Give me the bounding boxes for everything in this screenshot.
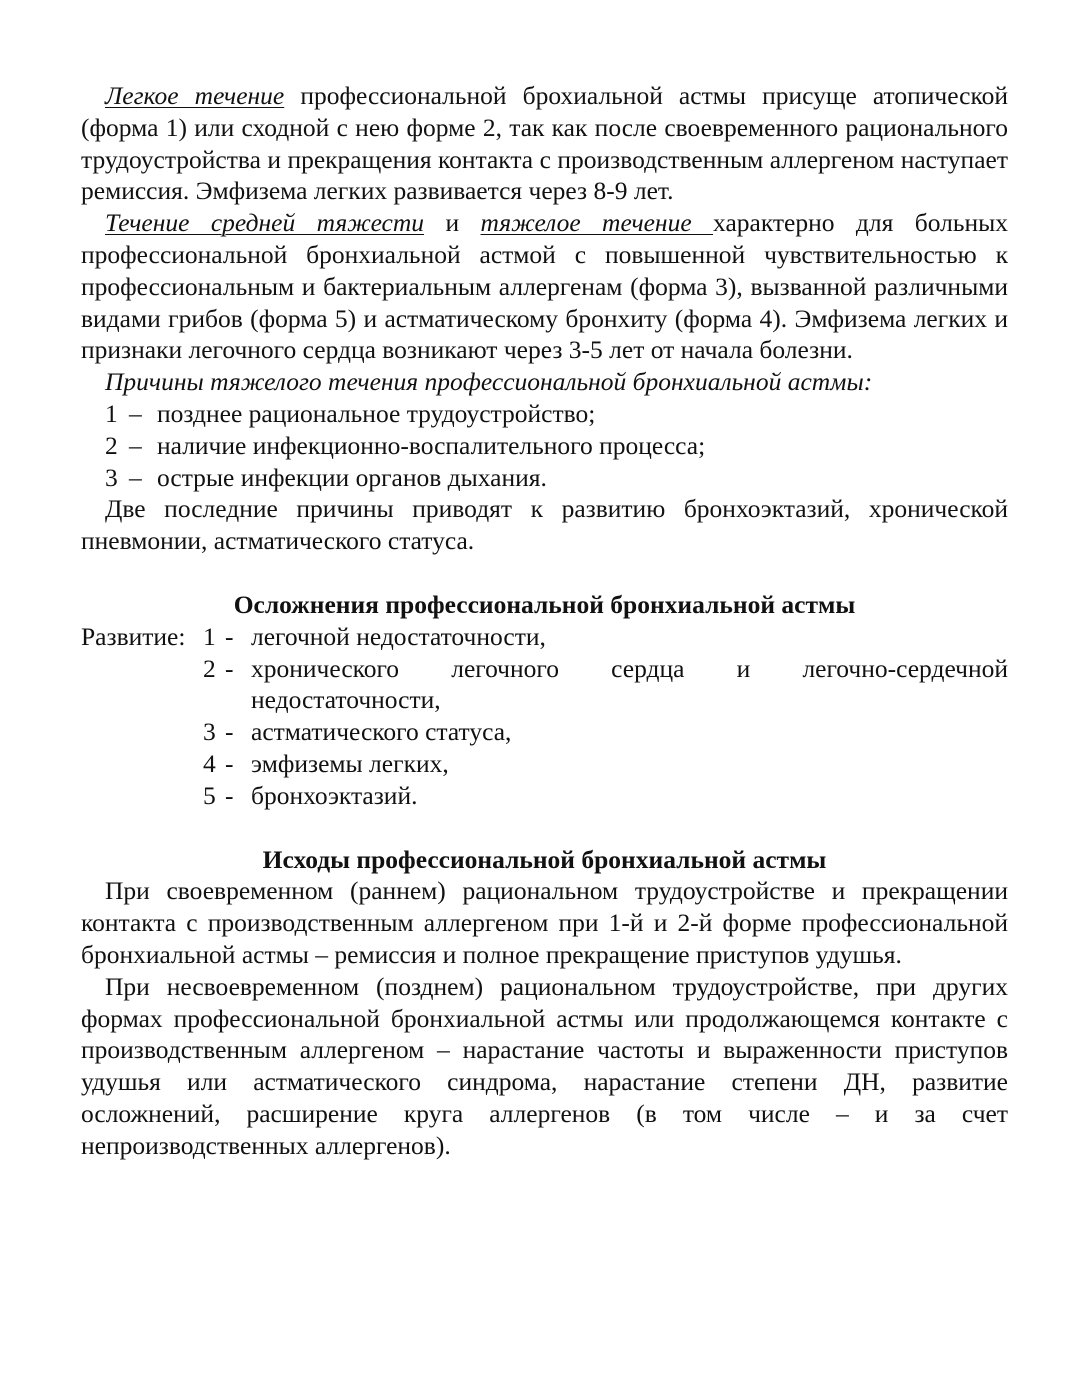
list-item [81, 462, 1008, 494]
document-page [81, 80, 1008, 1162]
list-dash: – [129, 462, 142, 492]
list-number: 3 [203, 717, 216, 747]
causes-conclusion: Две последние причины приводят к развитию бронхоэктазий, хронической пневмонии, астматического статуса. [81, 494, 1008, 556]
list-text: астматического статуса, [251, 717, 512, 747]
list-number: 2 [203, 653, 216, 683]
paragraph-severe-course [81, 207, 1008, 366]
list-dash: - [225, 653, 234, 683]
list-number: 1 [203, 621, 216, 651]
list-number: 1 [105, 398, 118, 428]
complications-label: Развитие: [81, 621, 186, 651]
complications-list [81, 621, 1008, 812]
list-item [203, 621, 1008, 653]
list-item [203, 716, 1008, 748]
term-severe-course: тяжелое течение [480, 208, 714, 238]
list-item [81, 430, 1008, 462]
complications-heading: Осложнения профессиональной бронхиальной астмы [233, 589, 856, 619]
list-text: эмфиземы легких, [251, 748, 449, 778]
causes-list [81, 398, 1008, 493]
list-text: хронического легочного сердца и легочно-сердечной недостаточности, [251, 653, 1008, 715]
list-text: легочной недостаточности, [251, 621, 546, 651]
list-dash: - [225, 621, 234, 651]
paragraph-text: характерно для больных профессиональной бронхиальной астмой с повышенной чувствительностью к профессиональным и бактериальным аллергенам (форма 3), вызванной различными видами грибов (форма 5) и астматическому бронхиту (форма 4). Эмфизема легких и признаки легочного сердца возникают через 3-5 лет от начала болезни. [81, 208, 1009, 365]
list-item [203, 780, 1008, 812]
list-number: 4 [203, 748, 216, 778]
outcomes-paragraph-late: При несвоевременном (позднем) рациональном трудоустройстве, при других формах профессиональной бронхиальной астмы или продолжающемся контакте с производственным аллергеном – нарастание частоты и выраженности приступов удушья или астматического синдрома, нарастание степени ДН, развитие осложнений, расширение круга аллергенов (в том числе – и за счет непроизводственных аллергенов). [81, 971, 1008, 1160]
paragraph-mild-course [81, 80, 1008, 207]
list-dash: - [225, 717, 234, 747]
list-text: наличие инфекционно-воспалительного процесса; [157, 430, 706, 460]
list-text: бронхоэктазий. [251, 780, 418, 810]
paragraph-text: и [424, 208, 481, 238]
term-mild-course: Легкое течение [105, 81, 285, 110]
term-moderate-course: Течение средней тяжести [105, 208, 425, 238]
outcomes-paragraph-early: При своевременном (раннем) рациональном трудоустройстве и прекращении контакта с производственным аллергеном при 1-й и 2-й форме профессиональной бронхиальной астмы – ремиссия и полное прекращение приступов удушья. [81, 876, 1008, 969]
causes-title: Причины тяжелого течения профессиональной бронхиальной астмы: [105, 367, 873, 397]
outcomes-heading: Исходы профессиональной бронхиальной астмы [262, 844, 827, 874]
list-item [203, 653, 1008, 717]
list-dash: - [225, 748, 234, 778]
list-number: 2 [105, 430, 118, 460]
paragraph-text: профессиональной брохиальной астмы присуще атопической (форма 1) или сходной с нею форме 2, так как после своевременного рационального трудоустройства и прекращения контакта с производственным аллергеном наступает ремиссия. Эмфизема легких развивается через 8-9 лет. [81, 81, 1008, 206]
list-item [203, 748, 1008, 780]
section-spacer [81, 557, 1008, 589]
complications-items [203, 621, 1008, 812]
section-spacer [81, 812, 1008, 844]
list-dash: – [129, 398, 142, 428]
list-dash: - [225, 780, 234, 810]
list-number: 5 [203, 780, 216, 810]
list-item [81, 398, 1008, 430]
list-dash: – [129, 430, 142, 460]
list-text: острые инфекции органов дыхания. [157, 462, 547, 492]
list-text: позднее рациональное трудоустройство; [157, 398, 596, 428]
list-number: 3 [105, 462, 118, 492]
